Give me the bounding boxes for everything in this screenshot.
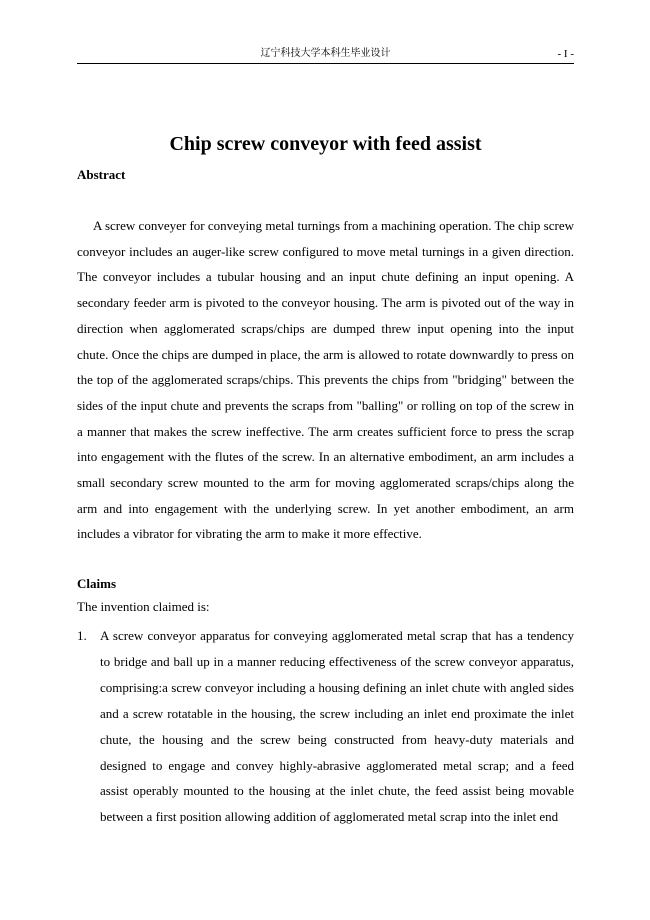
document-title: Chip screw conveyor with feed assist bbox=[169, 133, 482, 155]
claim-item bbox=[77, 623, 574, 830]
header-rule bbox=[77, 63, 574, 64]
claims-intro: The invention claimed is: bbox=[77, 599, 210, 614]
claim-number: 1. bbox=[77, 628, 87, 643]
claims-heading: Claims bbox=[77, 576, 116, 591]
claim-text: A screw conveyor apparatus for conveying agglomerated metal scrap that has a tendency to bridge and ball up in a manner reducing effectiveness of the screw conveyor apparatus, comprising:a screw conveyor including a housing defining an inlet chute with angled sides and a screw rotatable in the housing, the screw including an inlet end proximate the inlet chute, the housing and the screw being constructed from heavy-duty materials and designed to engage and convey highly-abrasive agglomerated metal scrap; and a feed assist operably mounted to the housing at the inlet chute, the feed assist being movable between a first position allowing addition of agglomerated metal scrap into the inlet end bbox=[100, 628, 574, 825]
abstract-body: A screw conveyer for conveying metal turnings from a machining operation. The chip screw conveyor includes an auger-like screw configured to move metal turnings in a given direction. The conveyor includes a tubular housing and an input chute defining an input opening. A secondary feeder arm is pivoted to the conveyor housing. The arm is pivoted out of the way in direction when agglomerated scraps/chips are dumped threw input opening into the input chute. Once the chips are dumped in place, the arm is allowed to rotate downwardly to press on the top of the agglomerated scraps/chips. This prevents the chips from "bridging" between the sides of the input chute and prevents the scraps from "balling" or rolling on top of the screw in a manner that makes the screw ineffective. The arm creates sufficient force to press the scrap into engagement with the flutes of the screw. In an alternative embodiment, an arm includes a small secondary screw mounted to the arm for moving agglomerated scraps/chips along the arm and into engagement with the underlying screw. In yet another embodiment, an arm includes a vibrator for vibrating the arm to make it more effective. bbox=[77, 218, 574, 542]
header-page-number: - I - bbox=[557, 48, 574, 60]
abstract-heading: Abstract bbox=[77, 167, 126, 182]
page-header bbox=[77, 46, 574, 62]
header-title: 辽宁科技大学本科生毕业设计 bbox=[260, 48, 391, 59]
